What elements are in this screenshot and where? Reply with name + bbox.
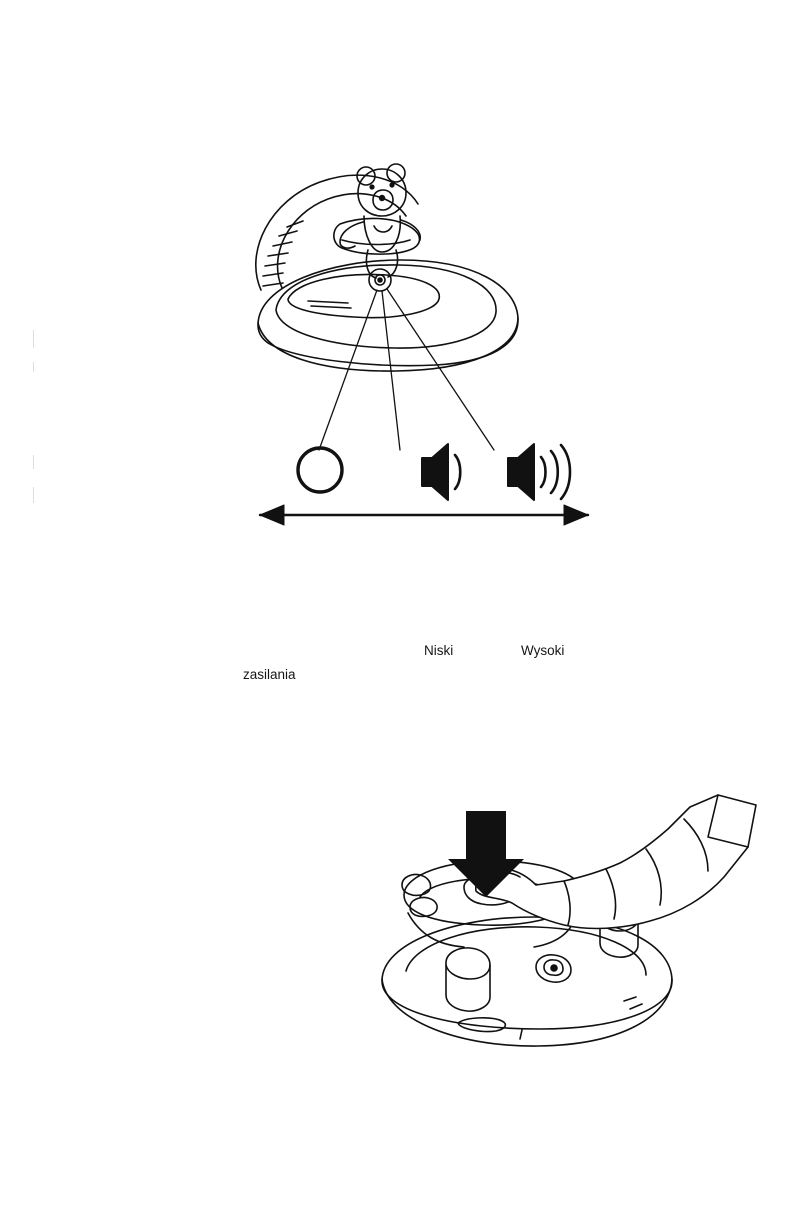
hand-pressing-button-figure [368, 785, 768, 1090]
margin-tick [33, 362, 34, 372]
double-headed-range-arrow [260, 505, 588, 525]
label-low-volume: Niski [424, 643, 454, 658]
speaker-high-icon [508, 444, 570, 500]
margin-tick [33, 330, 34, 348]
label-power: zasilania [243, 667, 296, 682]
margin-tick [33, 455, 34, 469]
margin-tick [33, 487, 34, 503]
volume-dial-figure [236, 160, 616, 550]
label-high-volume: Wysoki [521, 643, 565, 658]
icon-row [298, 444, 570, 500]
speaker-low-icon [422, 444, 460, 500]
mute-circle-icon [298, 448, 342, 492]
